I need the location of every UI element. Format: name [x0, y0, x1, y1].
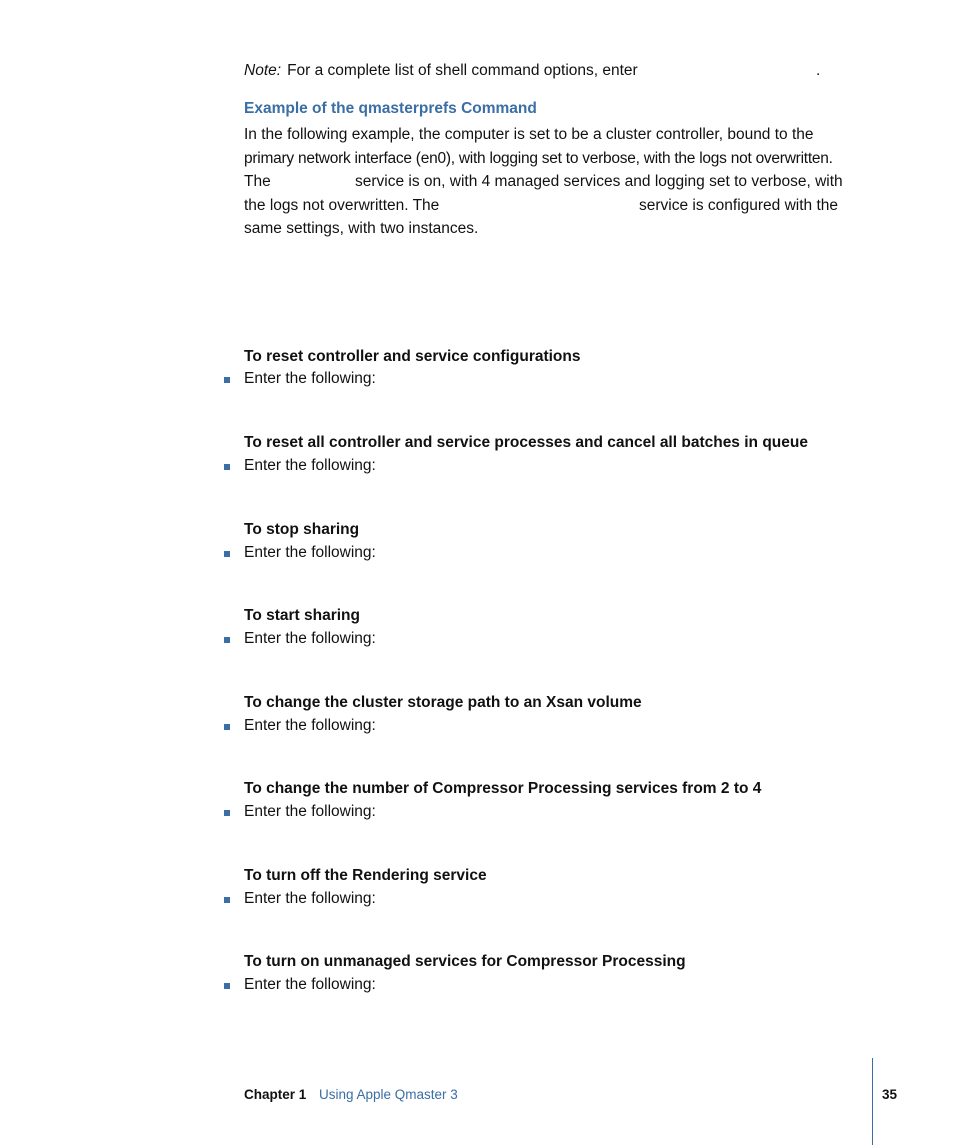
page-number: 35: [882, 1087, 898, 1102]
paragraph-line: In the following example, the computer is set to be a cluster controller, bound to the: [244, 126, 814, 143]
task-step: Enter the following:: [244, 370, 376, 387]
task-step: Enter the following:: [244, 544, 376, 561]
task-title: To start sharing: [244, 607, 360, 624]
paragraph-line: primary network interface (en0), with logging set to verbose, with the logs not overwritten.: [244, 149, 833, 167]
paragraph-line: same settings, with two instances.: [244, 220, 479, 237]
task-title: To reset controller and service configurations: [244, 348, 581, 365]
task-step: Enter the following:: [244, 976, 376, 993]
task-step: Enter the following:: [244, 803, 376, 820]
bullet-icon: [224, 551, 230, 557]
paragraph-segment: service is on, with 4 managed services and logging set to verbose, with: [355, 173, 843, 190]
bullet-icon: [224, 464, 230, 470]
task-step: Enter the following:: [244, 630, 376, 647]
bullet-icon: [224, 897, 230, 903]
task-step: Enter the following:: [244, 457, 376, 474]
paragraph-line: [244, 194, 884, 218]
bullet-icon: [224, 983, 230, 989]
task-step: Enter the following:: [244, 717, 376, 734]
task-title: To turn off the Rendering service: [244, 867, 487, 884]
note-text: For a complete list of shell command options, enter: [287, 62, 638, 79]
paragraph-segment: the logs not overwritten. The: [244, 196, 440, 214]
paragraph-segment: The: [244, 173, 271, 190]
task-title: To change the number of Compressor Processing services from 2 to 4: [244, 780, 762, 797]
note: [244, 62, 821, 80]
footer-chapter: Chapter 1: [244, 1087, 307, 1102]
example-paragraph: [244, 123, 884, 241]
task-title: To reset all controller and service processes and cancel all batches in queue: [244, 434, 808, 451]
task-step: Enter the following:: [244, 890, 376, 907]
bullet-icon: [224, 724, 230, 730]
note-trailing: .: [816, 62, 821, 79]
task-title: To change the cluster storage path to an Xsan volume: [244, 694, 642, 711]
paragraph-segment: service is configured with the: [639, 196, 839, 214]
bullet-icon: [224, 637, 230, 643]
section-title: Example of the qmasterprefs Command: [244, 100, 537, 117]
bullet-icon: [224, 377, 230, 383]
footer-divider: [872, 1058, 873, 1145]
note-label: Note:: [244, 62, 282, 79]
footer-chapter-title: Using Apple Qmaster 3: [319, 1087, 458, 1102]
bullet-icon: [224, 810, 230, 816]
paragraph-line: [244, 170, 884, 194]
task-title: To turn on unmanaged services for Compressor Processing: [244, 953, 686, 970]
task-title: To stop sharing: [244, 521, 360, 538]
